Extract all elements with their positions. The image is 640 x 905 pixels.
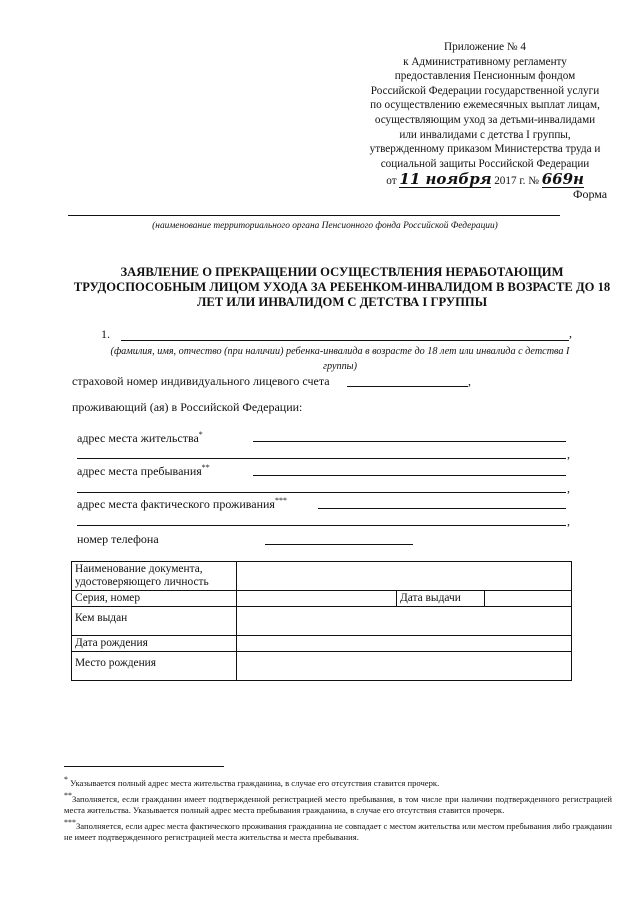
footnote-text: Указывается полный адрес места жительства гражданина, в случае его отсутствия ставится прочерк. xyxy=(70,777,440,788)
address-stay-field-2[interactable] xyxy=(77,492,566,493)
organ-name-field[interactable] xyxy=(68,215,560,216)
address-residence-label xyxy=(77,430,203,446)
footnote-mark: * xyxy=(64,775,68,784)
appendix-line: предоставления Пенсионным фондом xyxy=(394,70,576,83)
footnote-mark: ** xyxy=(64,791,72,801)
appendix-line: к Административному регламенту xyxy=(403,55,567,68)
footnote-text: Заполняется, если адрес места фактического проживания гражданина не совпадает с местом жительства или местом пребывания либо гражданин не имеет подтвержденного регистрацией места жительства и места пребывания. xyxy=(64,821,612,843)
order-year: 2017 г. № xyxy=(494,175,539,188)
table-row xyxy=(72,562,572,591)
doc-name-label: Наименование документа, удостоверяющего личность xyxy=(72,562,237,591)
table-row xyxy=(72,591,572,607)
issue-date-cell[interactable] xyxy=(485,591,572,607)
address-residence-field-2[interactable] xyxy=(77,458,566,459)
address-stay-label xyxy=(77,463,210,479)
address-actual-label xyxy=(77,496,287,512)
comma: , xyxy=(567,514,570,528)
address-actual-field-2[interactable] xyxy=(77,525,566,526)
date-prefix: от xyxy=(386,175,397,188)
issue-date-label: Дата выдачи xyxy=(397,591,485,607)
appendix-line: Приложение № 4 xyxy=(444,41,526,53)
footnote-mark: ** xyxy=(201,463,210,472)
appendix-line: Российской Федерации государственной услуги xyxy=(370,84,600,97)
organ-caption: (наименование территориального органа Пенсионного фонда Российской Федерации) xyxy=(152,221,498,231)
address-residence-text: адрес места жительства xyxy=(77,431,199,445)
phone-field[interactable] xyxy=(265,544,413,545)
address-stay-field[interactable] xyxy=(253,475,566,476)
birth-date-cell[interactable] xyxy=(237,636,572,652)
appendix-header xyxy=(355,40,615,189)
doc-name-cell[interactable] xyxy=(237,562,572,591)
comma: , xyxy=(567,481,570,495)
document-title: ЗАЯВЛЕНИЕ О ПРЕКРАЩЕНИИ ОСУЩЕСТВЛЕНИЯ НЕРАБОТАЮЩИМ ТРУДОСПОСОБНЫМ ЛИЦОМ УХОДА ЗА РЕБЕНКОМ-ИНВАЛИДОМ В ВОЗРАСТЕ ДО 18 ЛЕТ ИЛИ ИНВАЛИДОМ С ДЕТСТВА I ГРУППЫ xyxy=(73,265,611,309)
footnote-3 xyxy=(64,817,612,843)
footnote-mark: * xyxy=(198,430,203,439)
form-label: Форма xyxy=(573,187,608,201)
residing-label: проживающий (ая) в Российской Федерации: xyxy=(72,400,303,414)
appendix-line: утвержденному приказом Министерства труда и xyxy=(369,143,601,156)
birth-place-cell[interactable] xyxy=(237,652,572,681)
table-row xyxy=(72,636,572,652)
footnote-1 xyxy=(64,774,612,789)
issued-by-label: Кем выдан xyxy=(72,607,237,636)
table-row xyxy=(72,607,572,636)
address-actual-field[interactable] xyxy=(318,508,566,509)
appendix-line: социальной защиты Российской Федерации xyxy=(380,157,590,170)
snils-field[interactable] xyxy=(347,386,468,387)
address-residence-field[interactable] xyxy=(253,441,566,442)
appendix-line: или инвалидами с детства I группы, xyxy=(399,128,571,141)
footnote-mark: *** xyxy=(274,496,287,505)
footnote-separator xyxy=(64,766,224,767)
section-number: 1. xyxy=(101,327,110,341)
snils-label: страховой номер индивидуального лицевого счета xyxy=(72,374,330,388)
child-fio-field[interactable] xyxy=(121,340,569,341)
order-number-handwritten: 669н xyxy=(541,170,584,189)
phone-label: номер телефона xyxy=(77,532,159,546)
footnote-text: Заполняется, если гражданин имеет подтвержденной регистрацией место пребывания, в том числе при наличии подтвержденного регистрацией места жительства. Указывается полный адрес места пребывания гражданина, в случае его отсутствия ставится прочерк. xyxy=(64,793,612,816)
comma: , xyxy=(567,447,570,461)
birth-date-label: Дата рождения xyxy=(72,636,237,652)
table-row xyxy=(72,652,572,681)
series-number-label: Серия, номер xyxy=(72,591,237,607)
order-date-handwritten: 11 ноября xyxy=(399,170,492,189)
footnote-mark: *** xyxy=(64,818,76,828)
footnote-2 xyxy=(64,790,612,816)
comma: , xyxy=(468,374,471,388)
address-stay-text: адрес места пребывания xyxy=(77,464,202,478)
identity-document-table xyxy=(71,561,572,681)
appendix-line: по осуществлению ежемесячных выплат лицам, xyxy=(370,99,600,112)
issued-by-cell[interactable] xyxy=(237,607,572,636)
footnotes xyxy=(64,774,612,845)
appendix-line: осуществляющим уход за детьми-инвалидами xyxy=(374,113,596,126)
comma: , xyxy=(569,326,572,340)
address-actual-text: адрес места фактического проживания xyxy=(77,497,275,511)
birth-place-label: Место рождения xyxy=(72,652,237,681)
series-number-cell[interactable] xyxy=(237,591,397,607)
fio-caption: (фамилия, имя, отчество (при наличии) ребенка-инвалида в возрасте до 18 лет или инвалида с детства I группы) xyxy=(110,346,570,372)
